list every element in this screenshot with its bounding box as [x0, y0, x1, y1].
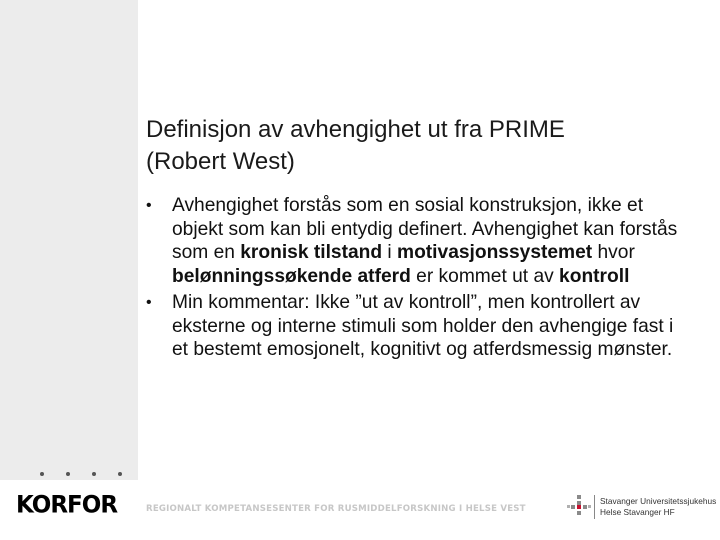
bullet1-bold-motivasjon: motivasjonssystemet [397, 242, 593, 263]
bullet2-text: Min kommentar: Ikke ”ut av kontroll”, men kontrollert av eksterne og interne stimuli som holder den avhengige fast i et bestemt emosjonelt, kognitivt og atferdsmessig mønster. [172, 292, 674, 360]
hospital-logo-icon [566, 494, 592, 520]
bullet1-text4: er kommet ut av [410, 265, 560, 287]
hospital-name-line2: Helse Stavanger HF [600, 507, 675, 517]
left-sidebar-band [0, 0, 138, 480]
bullet-dot-icon: • [146, 197, 152, 214]
hospital-name [600, 496, 716, 518]
dot-icon [66, 472, 70, 476]
korfor-logo: KORFOR [16, 491, 118, 519]
bullet-item-definition [146, 194, 686, 288]
slide-title-line1: Definisjon av avhengighet ut fra PRIME [146, 116, 565, 143]
bullet-list [146, 194, 686, 365]
bullet1-bold-kontroll: kontroll [559, 265, 630, 287]
dot-icon [92, 472, 96, 476]
dot-icon [118, 472, 122, 476]
bullet-dot-icon: • [146, 294, 152, 311]
slide-title-line2: (Robert West) [146, 148, 295, 175]
bullet1-text2: i [382, 242, 398, 263]
org-name-text: REGIONALT KOMPETANSESENTER FOR RUSMIDDELFORSKNING I HELSE VEST [146, 504, 526, 514]
slide-title [146, 114, 686, 178]
bullet1-text1: Avhengighet forstås som en sosial konstruksjon, ikke et objekt som kan bli entydig definert. Avhengighet kan forstås som en [172, 195, 678, 263]
bullet1-bold-kronisk: kronisk tilstand [240, 242, 383, 263]
decorative-dots [40, 472, 130, 478]
hospital-name-line1: Stavanger Universitetssjukehus [600, 496, 717, 506]
bullet-item-comment [146, 291, 686, 362]
dot-icon [40, 472, 44, 476]
bullet1-bold-atferd: belønningssøkende atferd [172, 265, 411, 287]
bullet1-text3: hvor [592, 242, 635, 263]
hospital-separator [594, 495, 595, 519]
